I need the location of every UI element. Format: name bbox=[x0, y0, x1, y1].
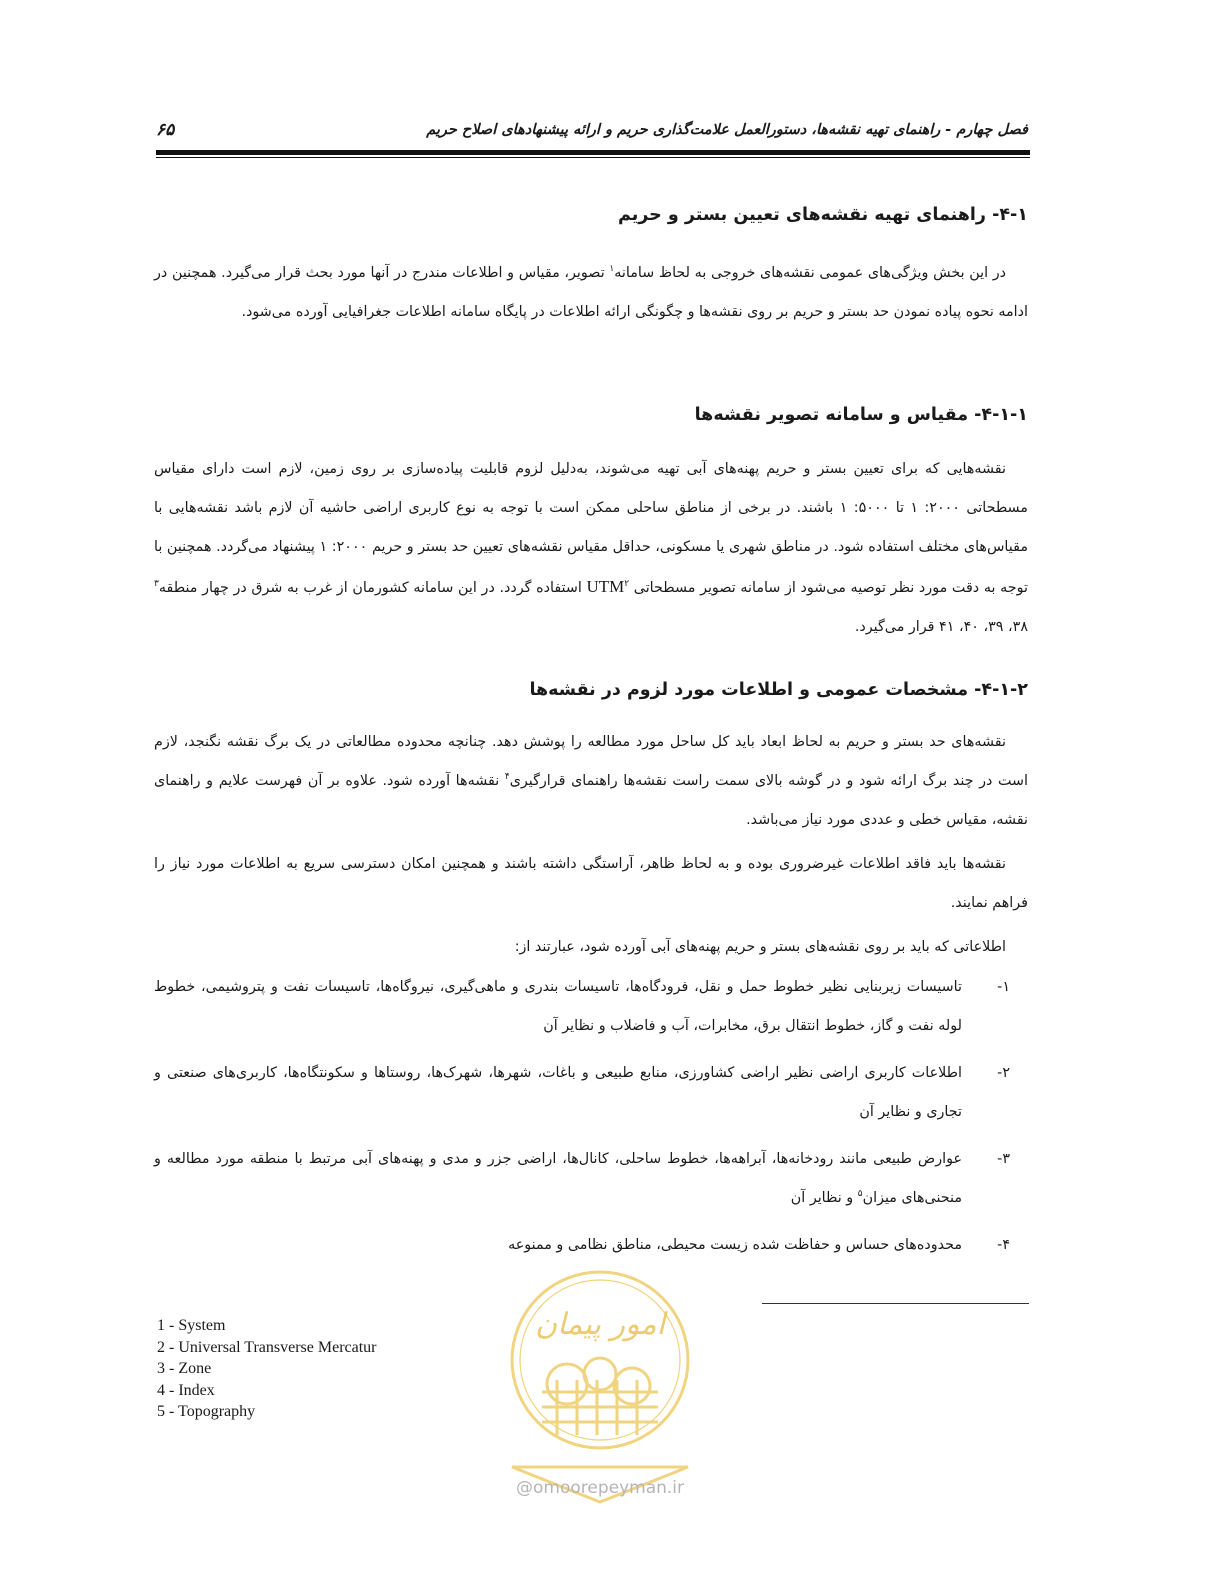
list-item: ۳- عوارض طبیعی مانند رودخانه‌ها، آبراهه‌ها، خطوط ساحلی، کانال‌ها، اراضی جزر و مدی و پهنه‌های آبی مرتبط با منطقه مورد مطالعه و منحنی‌های میزان$^۵$ و نظایر آن bbox=[154, 1151, 1010, 1206]
running-header-title: فصل چهارم - راهنمای تهیه نقشه‌ها، دستورالعمل علامت‌گذاری حریم و ارائه پیشنهادهای اصلاح حریم bbox=[426, 122, 1028, 138]
footnote-5: 5 - Topography bbox=[157, 1403, 256, 1420]
section-heading: ۴-۱- راهنمای تهیه نقشه‌های تعیین بستر و حریم bbox=[617, 205, 1028, 225]
subsection-2-paragraph-1: نقشه‌های حد بستر و حریم به لحاظ ابعاد باید کل ساحل مورد مطالعه را پوشش دهد. چنانچه محدوده مطالعاتی در یک برگ نقشه نگنجد، لازم است در چند برگ ارائه شود و در گوشه بالای سمت راست نقشه‌ها راهنمای قرارگیری$^۴$ نقشه‌ها آورده شود. علاوه بر آن فهرست علایم و راهنمای نقشه، مقیاس خطی و عددی مورد نیاز می‌باشد. bbox=[154, 734, 1028, 828]
footnote-separator bbox=[762, 1303, 1029, 1304]
footnote-ref-3: ۳ bbox=[154, 579, 159, 590]
subsection-2-paragraph-3: اطلاعاتی که باید بر روی نقشه‌های بستر و حریم پهنه‌های آبی آورده شود، عبارتند از: bbox=[514, 939, 1006, 955]
footnote-4: 4 - Index bbox=[157, 1381, 215, 1399]
subsection-1-paragraph: نقشه‌هایی که برای تعیین بستر و حریم پهنه‌های آبی تهیه می‌شوند، به‌دلیل لزوم قابلیت پیاده‌سازی بر روی زمین، لازم است دارای مقیاس مسطحاتی ۲۰۰۰: ۱ تا ۵۰۰۰: ۱ باشند. در برخی از مناطق ساحلی ممکن است با توجه به نوع کاربری اراضی حاشیه آن لازم باشد نقشه‌هایی با مقیاس‌های مختلف استفاده شود. در مناطق شهری یا مسکونی، حداقل مقیاس نقشه‌های تعیین حد بستر و حریم ۲۰۰۰: ۱ پیشنهاد می‌گردد. همچنین با توجه به دقت مورد نظر توصیه می‌شود از سامانه تصویر مسطحاتی UTM$^۲$ استفاده گردد. در این سامانه کشورمان از غرب به شرق در چهار منطقه$^۳$ ۳۸، ۳۹، ۴۰، ۴۱ قرار می‌گیرد. bbox=[154, 461, 1028, 635]
page-number: ۶۵ bbox=[156, 120, 175, 140]
required-info-list bbox=[154, 968, 1028, 1265]
section-intro-paragraph: در این بخش ویژگی‌های عمومی نقشه‌های خروجی به لحاظ سامانه$^۱$ تصویر، مقیاس و اطلاعات مندرج در آنها مورد بحث قرار می‌گیرد. همچنین در ادامه نحوه پیاده نمودن حد بستر و حریم بر روی نقشه‌ها و چگونگی ارائه اطلاعات در پایگاه سامانه اطلاعات جغرافیایی آورده می‌شود. bbox=[154, 264, 1028, 320]
subsection-heading-2: ۴-۱-۲- مشخصات عمومی و اطلاعات مورد لزوم در نقشه‌ها bbox=[529, 680, 1028, 700]
footnote-3: 3 - Zone bbox=[157, 1360, 212, 1377]
footnote-1: 1 - System bbox=[157, 1317, 226, 1334]
list-item: ۱- تاسیسات زیربنایی نظیر خطوط حمل و نقل، فرودگاه‌ها، تاسیسات بندری و ماهی‌گیری، نیروگاه‌ها، تاسیسات نفت و پتروشیمی، خطوط لوله نفت و گاز، خطوط انتقال برق، مخابرات، آب و فاضلاب و نظایر آن bbox=[154, 979, 1010, 1034]
subsection-heading-1: ۴-۱-۱- مقیاس و سامانه تصویر نقشه‌ها bbox=[694, 405, 1028, 425]
footnote-ref-1: ۱ bbox=[609, 264, 615, 275]
svg-text:امور پیمان: امور پیمان bbox=[535, 1307, 665, 1342]
footnote-ref-4: ۴ bbox=[504, 772, 510, 783]
header-rule bbox=[156, 150, 1030, 155]
footnote-ref-5: ۵ bbox=[857, 1189, 863, 1200]
omoore-peyman-logo-icon bbox=[502, 1262, 698, 1512]
footnote-2: 2 - Universal Transverse Mercatur bbox=[157, 1338, 377, 1356]
list-item: ۴- محدوده‌های حساس و حفاظت شده زیست محیطی، مناطق نظامی و ممنوعه bbox=[508, 1237, 1010, 1253]
footnote-ref-2: ۲ bbox=[624, 579, 630, 590]
footnotes bbox=[157, 1315, 377, 1423]
watermark-url: @omoorepeyman.ir bbox=[515, 1478, 685, 1498]
list-item: ۲- اطلاعات کاربری اراضی نظیر اراضی کشاورزی، منابع طبیعی و باغات، شهرها، شهرک‌ها، روستاها و سکونتگاه‌ها، کاربری‌های صنعتی و تجاری و نظایر آن bbox=[154, 1065, 1010, 1120]
subsection-2-paragraph-2: نقشه‌ها باید فاقد اطلاعات غیرضروری بوده و به لحاظ ظاهر، آراستگی داشته باشند و همچنین امکان دسترسی سریع به اطلاعات مورد نیاز را فراهم نمایند. bbox=[154, 856, 1028, 911]
header-rule-thin bbox=[156, 157, 1030, 158]
